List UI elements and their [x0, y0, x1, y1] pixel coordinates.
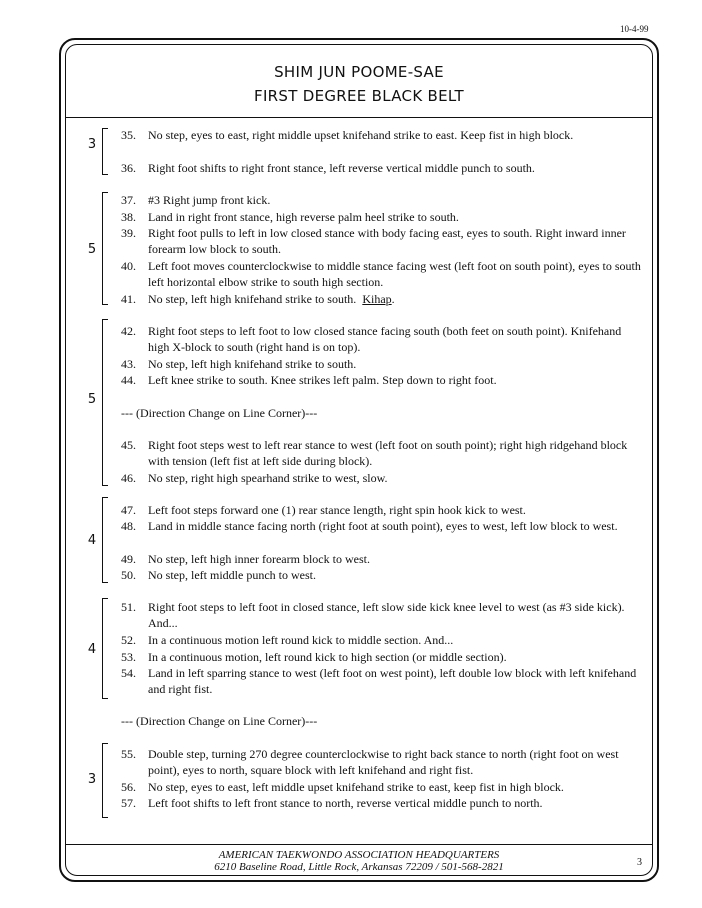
step-text: No step, left high knifehand strike to south. [148, 357, 357, 371]
group-bracket [102, 128, 108, 175]
step-48 [121, 518, 641, 534]
step-number: 44. [121, 373, 136, 387]
step-text: Right foot steps to left foot to low closed stance facing south (both feet on south point). Knifehand high X-block to south (right hand is on top). [148, 324, 622, 355]
step-text: Land in middle stance facing north (right foot at south point), eyes to west, left low block to west. [148, 519, 618, 533]
step-text: Left foot steps forward one (1) rear stance length, right spin hook kick to west. [148, 503, 526, 517]
group-bracket [102, 319, 108, 486]
group-move-count: 5 [87, 242, 97, 257]
step-number: 53. [121, 650, 136, 664]
step-number: 49. [121, 552, 136, 566]
step-38 [121, 209, 641, 225]
step-text: Left foot shifts to left front stance to north, reverse vertical middle punch to north. [148, 796, 543, 810]
step-text: #3 Right jump front kick. [148, 193, 271, 207]
step-37 [121, 192, 641, 208]
step-text: No step, eyes to east, left middle upset knifehand strike to east, keep fist in high block. [148, 780, 564, 794]
step-53 [121, 649, 641, 665]
step-text: No step, left high knifehand strike to south. [148, 292, 357, 306]
step-text: No step, right high spearhand strike to west, slow. [148, 471, 388, 485]
step-57 [121, 795, 641, 811]
step-number: 54. [121, 666, 136, 680]
document-date: 10-4-99 [620, 24, 649, 34]
step-49 [121, 551, 641, 567]
step-text: Left knee strike to south. Knee strikes left palm. Step down to right foot. [148, 373, 497, 387]
group-move-count: 4 [87, 642, 97, 657]
step-44 [121, 372, 641, 388]
step-text: In a continuous motion left round kick to middle section. And... [148, 633, 454, 647]
step-number: 57. [121, 796, 136, 810]
header-divider [65, 117, 653, 118]
step-54 [121, 665, 641, 698]
group-bracket [102, 743, 108, 818]
step-text: Double step, turning 270 degree counterclockwise to right back stance to north (right foot on west point), eyes to north, square block with left knifehand and right fist. [148, 747, 619, 778]
footer-divider [65, 844, 653, 845]
group-bracket [102, 598, 108, 699]
step-47 [121, 502, 641, 518]
step-text: No step, left middle punch to west. [148, 568, 316, 582]
step-number: 47. [121, 503, 136, 517]
step-number: 55. [121, 747, 136, 761]
step-text: Land in left sparring stance to west (left foot on west point), left double low block with left knifehand and right fist. [148, 666, 637, 697]
direction-change-note: --- (Direction Change on Line Corner)--- [121, 714, 318, 728]
step-51 [121, 599, 641, 632]
step-text: No step, eyes to east, right middle upset knifehand strike to east. Keep fist in high block. [148, 128, 574, 142]
step-number: 51. [121, 600, 136, 614]
footer-address: 6210 Baseline Road, Little Rock, Arkansas 72209 / 501-568-2821 [214, 861, 504, 873]
step-number: 45. [121, 438, 136, 452]
step-number: 36. [121, 161, 136, 175]
step-39 [121, 225, 641, 258]
step-number: 41. [121, 292, 136, 306]
group-move-count: 3 [87, 137, 97, 152]
step-number: 39. [121, 226, 136, 240]
step-number: 40. [121, 259, 136, 273]
step-45 [121, 437, 641, 470]
step-43 [121, 356, 641, 372]
step-text: In a continuous motion, left round kick to high section (or middle section). [148, 650, 507, 664]
step-text: Land in right front stance, high reverse palm heel strike to south. [148, 210, 459, 224]
group-move-count: 5 [87, 392, 97, 407]
step-number: 43. [121, 357, 136, 371]
group-bracket [102, 497, 108, 583]
page-number: 3 [637, 857, 642, 868]
step-number: 37. [121, 193, 136, 207]
step-number: 50. [121, 568, 136, 582]
step-56 [121, 779, 641, 795]
step-46 [121, 470, 641, 486]
step-number: 35. [121, 128, 136, 142]
step-number: 46. [121, 471, 136, 485]
step-number: 42. [121, 324, 136, 338]
group-move-count: 4 [87, 533, 97, 548]
group-bracket [102, 192, 108, 305]
step-number: 56. [121, 780, 136, 794]
step-52 [121, 632, 641, 648]
step-55 [121, 746, 641, 779]
belt-subtitle: FIRST DEGREE BLACK BELT [254, 87, 464, 105]
step-40 [121, 258, 641, 291]
step-42 [121, 323, 641, 356]
group-move-count: 3 [87, 772, 97, 787]
step-number: 52. [121, 633, 136, 647]
footer-organization: AMERICAN TAEKWONDO ASSOCIATION HEADQUARTERS [218, 849, 500, 861]
step-35 [121, 127, 641, 143]
form-title: SHIM JUN POOME-SAE [274, 63, 444, 81]
step-text: No step, left high inner forearm block to west. [148, 552, 370, 566]
step-text: Right foot steps to left foot in closed stance, left slow side kick knee level to west (as #3 side kick). And... [148, 600, 625, 631]
step-text: Left foot moves counterclockwise to middle stance facing west (left foot on south point), eyes to south left horizontal elbow strike to south high section. [148, 259, 641, 290]
step-36 [121, 160, 641, 176]
step-text: Right foot steps west to left rear stance to west (left foot on south point); right high ridgehand block with tension (left fist at left side during block). [148, 438, 628, 469]
direction-change-note: --- (Direction Change on Line Corner)--- [121, 406, 318, 420]
step-number: 48. [121, 519, 136, 533]
step-number: 38. [121, 210, 136, 224]
step-text: Right foot shifts to right front stance, left reverse vertical middle punch to south. [148, 161, 535, 175]
step-50 [121, 567, 641, 583]
step-text: Right foot pulls to left in low closed stance with body facing east, eyes to south. Right inward inner forearm low block to south. [148, 226, 626, 257]
step-41: 41. No step, left high knifehand strike to south. Kihap. [121, 292, 395, 306]
kihap-label: Kihap [362, 292, 392, 306]
footer [65, 849, 653, 873]
